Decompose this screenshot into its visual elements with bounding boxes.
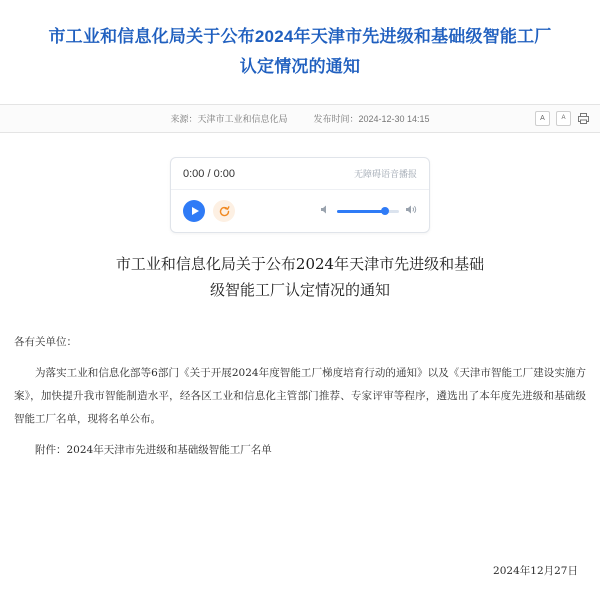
- sign-date: 2024年12月27日: [493, 565, 578, 577]
- player-time: 0:00 / 0:00: [183, 167, 235, 180]
- meta-info: [170, 112, 429, 125]
- volume-slider-handle[interactable]: [381, 207, 389, 215]
- title-section: [0, 0, 600, 90]
- meta-source: 来源：天津市工业和信息化局: [170, 114, 288, 124]
- player-label: 无障碍语音播报: [353, 169, 417, 179]
- print-icon[interactable]: [577, 112, 590, 125]
- attachment-line: 附件：2024年天津市先进级和基础级智能工厂名单: [35, 444, 272, 456]
- document-heading: 市工业和信息化局关于公布2024年天津市先进级和基础级智能工厂认定情况的通知: [115, 255, 485, 299]
- paragraph-salutation: 各有关单位：: [14, 336, 77, 348]
- meta-publish-time: 发布时间：2024-12-30 14:15: [313, 114, 430, 124]
- volume-area[interactable]: [320, 202, 417, 220]
- volume-mute-icon[interactable]: [320, 202, 331, 220]
- page-title: 市工业和信息化局关于公布2024年天津市先进级和基础级智能工厂认定情况的通知: [48, 27, 552, 76]
- meta-bar: [0, 104, 600, 133]
- audio-player-area: [0, 133, 600, 233]
- volume-slider[interactable]: [337, 210, 399, 213]
- volume-up-icon[interactable]: [405, 202, 417, 220]
- font-decrease-button[interactable]: A: [556, 111, 571, 126]
- player-top-row: [171, 158, 429, 190]
- player-controls: [171, 190, 429, 232]
- paragraph-main: 为落实工业和信息化部等6部门《关于开展2024年度智能工厂梯度培育行动的通知》以及《天津市智能工厂建设实施方案》，加快提升我市智能制造水平，经各区工业和信息化主管部门推荐、专家评审等程序，遴选出了本年度先进级和基础级智能工厂名单，现将名单公布。: [14, 367, 586, 425]
- replay-icon[interactable]: [213, 200, 235, 222]
- audio-player[interactable]: [170, 157, 430, 233]
- meta-tools: [535, 105, 590, 132]
- document-body: [0, 303, 600, 462]
- font-increase-button[interactable]: A: [535, 111, 550, 126]
- play-icon[interactable]: [183, 200, 205, 222]
